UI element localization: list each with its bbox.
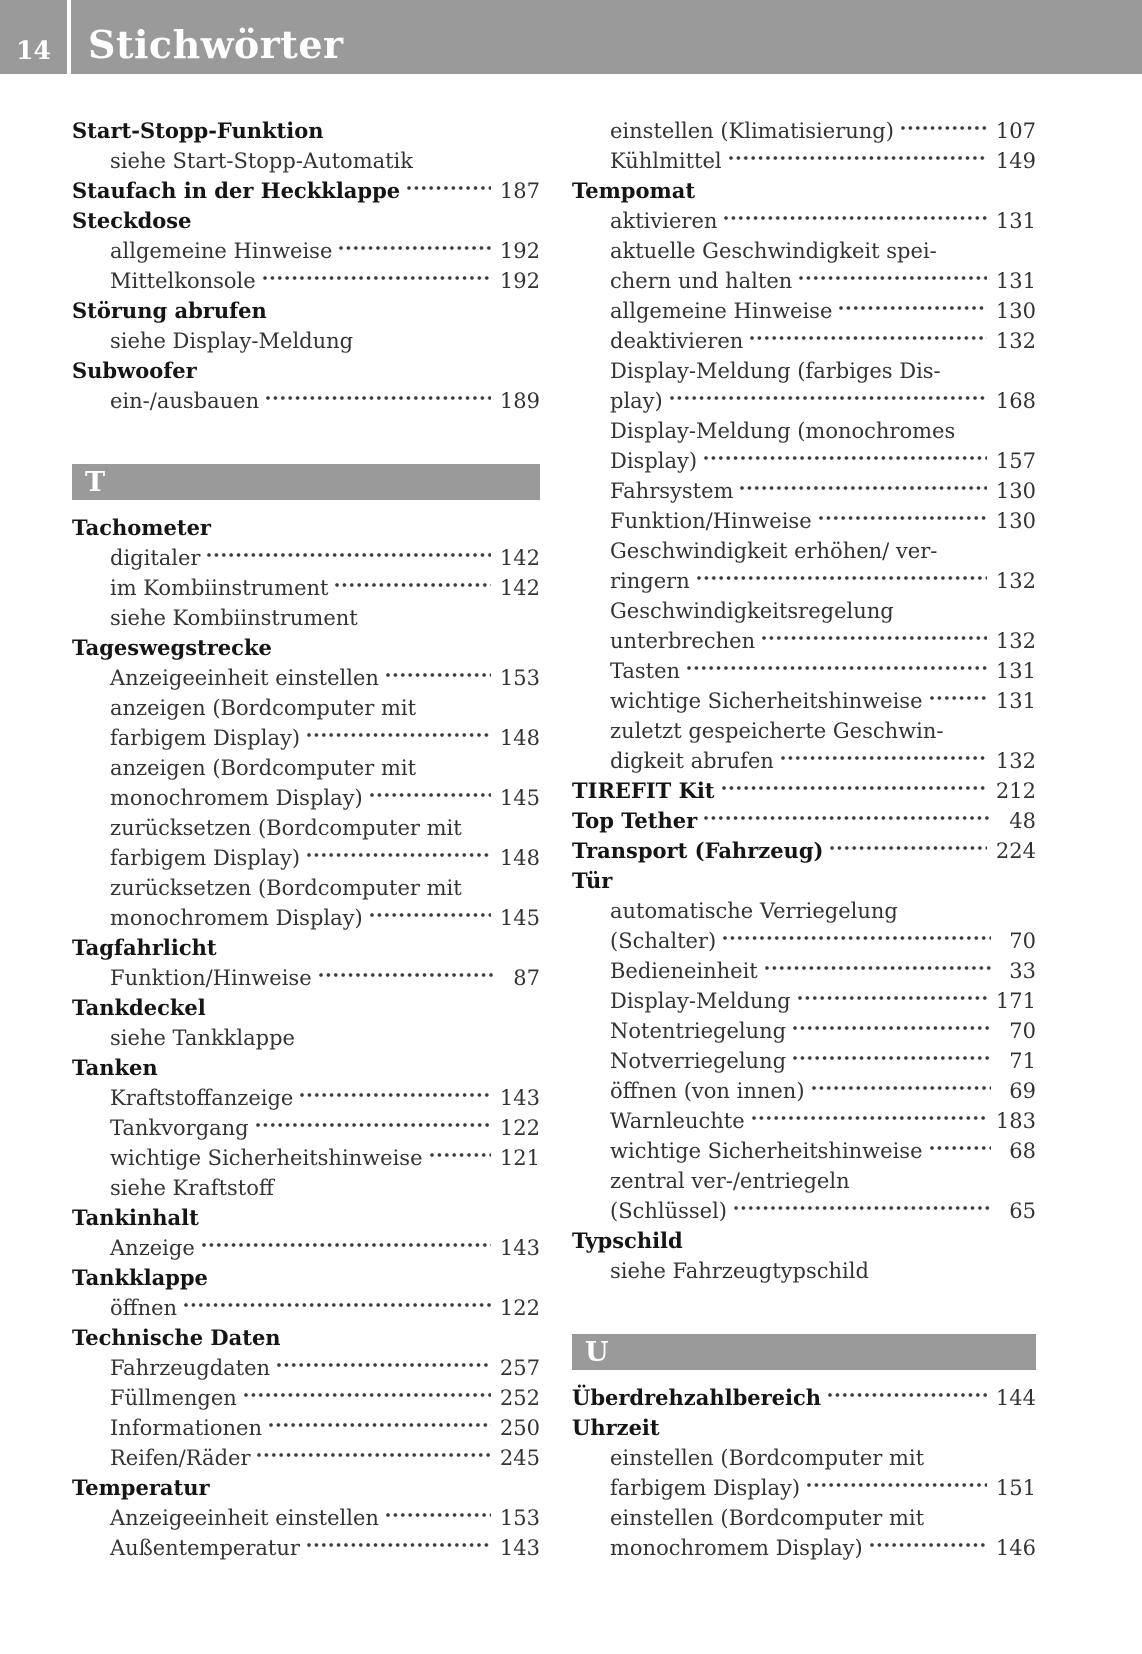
index-subentry bbox=[72, 1353, 540, 1383]
entry-label: siehe Start-Stopp-Automatik bbox=[110, 149, 414, 173]
page-number: 70 bbox=[1009, 1019, 1036, 1043]
entry-label: allgemeine Hinweise bbox=[610, 299, 833, 323]
entry-label: zurücksetzen (Bordcomputer mit bbox=[110, 876, 462, 900]
entry-label: Temperatur bbox=[72, 1475, 210, 1500]
entry-label: öffnen (von innen) bbox=[610, 1079, 805, 1103]
index-subentry bbox=[572, 296, 1036, 326]
index-column-right bbox=[572, 116, 1036, 1563]
entry-label: Tagfahrlicht bbox=[72, 935, 217, 960]
entry-label: (Schalter) bbox=[610, 929, 717, 953]
page-number: 148 bbox=[499, 726, 540, 750]
page-number: 187 bbox=[499, 179, 540, 203]
index-subentry bbox=[572, 116, 1036, 146]
index-term bbox=[72, 1263, 540, 1293]
index-subentry bbox=[72, 693, 540, 723]
index-subentry bbox=[572, 566, 1036, 596]
entry-label: aktivieren bbox=[610, 209, 718, 233]
index-subentry bbox=[572, 506, 1036, 536]
entry-label: einstellen (Bordcomputer mit bbox=[610, 1446, 925, 1470]
index-term bbox=[572, 1413, 1036, 1443]
index-subentry bbox=[72, 873, 540, 903]
page-number: 149 bbox=[995, 149, 1036, 173]
index-subentry bbox=[72, 1083, 540, 1113]
index-subentry bbox=[72, 663, 540, 693]
entry-label: öffnen bbox=[110, 1296, 178, 1320]
index-subentry bbox=[72, 1113, 540, 1143]
index-subentry bbox=[572, 146, 1036, 176]
entry-label: Funktion/Hinweise bbox=[610, 509, 812, 533]
page-number: 130 bbox=[995, 479, 1036, 503]
entry-label: farbigem Display) bbox=[110, 846, 301, 870]
index-subentry bbox=[72, 963, 540, 993]
index-subentry bbox=[572, 1136, 1036, 1166]
page-number: 121 bbox=[499, 1146, 540, 1170]
entry-label: digkeit abrufen bbox=[610, 749, 774, 773]
index-term bbox=[572, 1383, 1036, 1413]
entry-label: Display-Meldung (farbiges Dis- bbox=[610, 359, 941, 383]
index-subentry bbox=[572, 1196, 1036, 1226]
entry-label: Steckdose bbox=[72, 208, 192, 233]
page-number: 192 bbox=[499, 239, 540, 263]
index-subentry bbox=[572, 896, 1036, 926]
entry-label: anzeigen (Bordcomputer mit bbox=[110, 696, 417, 720]
entry-label: Uhrzeit bbox=[572, 1415, 660, 1440]
entry-label: Notentriegelung bbox=[610, 1019, 787, 1043]
section-letter: U bbox=[585, 1336, 609, 1368]
entry-label: farbigem Display) bbox=[110, 726, 301, 750]
entry-label: wichtige Sicherheitshinweise bbox=[610, 1139, 923, 1163]
index-term bbox=[72, 116, 540, 146]
index-subentry bbox=[72, 753, 540, 783]
index-subentry bbox=[72, 1413, 540, 1443]
entry-label: zuletzt gespeicherte Geschwin- bbox=[610, 719, 944, 743]
index-subentry bbox=[72, 1173, 540, 1203]
index-subentry bbox=[572, 266, 1036, 296]
entry-label: automatische Verriegelung bbox=[610, 899, 898, 923]
page-number: 143 bbox=[499, 1536, 540, 1560]
index-term bbox=[572, 806, 1036, 836]
index-subentry bbox=[72, 326, 540, 356]
index-subentry bbox=[572, 716, 1036, 746]
index-subentry bbox=[572, 446, 1036, 476]
entry-label: Geschwindigkeit erhöhen/ ver- bbox=[610, 539, 938, 563]
page-number: 132 bbox=[995, 629, 1036, 653]
entry-label: aktuelle Geschwindigkeit spei- bbox=[610, 239, 937, 263]
index-subentry bbox=[72, 1143, 540, 1173]
page-number: 132 bbox=[995, 569, 1036, 593]
index-term bbox=[72, 1053, 540, 1083]
entry-label: Tür bbox=[572, 868, 613, 893]
entry-label: siehe Kraftstoff bbox=[110, 1176, 274, 1200]
page-number: 168 bbox=[995, 389, 1036, 413]
entry-label: Tasten bbox=[610, 659, 681, 683]
index-term bbox=[72, 1323, 540, 1353]
index-term bbox=[72, 933, 540, 963]
index-subentry bbox=[572, 1016, 1036, 1046]
entry-label: einstellen (Klimatisierung) bbox=[610, 119, 894, 143]
index-subentry bbox=[572, 1256, 1036, 1286]
page-number: 142 bbox=[499, 576, 540, 600]
page-number: 183 bbox=[995, 1109, 1036, 1133]
entry-label: TIREFIT Kit bbox=[572, 778, 715, 803]
entry-label: im Kombiinstrument bbox=[110, 576, 329, 600]
entry-label: unterbrechen bbox=[610, 629, 756, 653]
entry-label: play) bbox=[610, 389, 663, 413]
entry-label: Tankdeckel bbox=[72, 995, 206, 1020]
index-term bbox=[72, 993, 540, 1023]
page-number: 146 bbox=[995, 1536, 1036, 1560]
index-subentry bbox=[572, 1443, 1036, 1473]
entry-label: anzeigen (Bordcomputer mit bbox=[110, 756, 417, 780]
index-term bbox=[572, 866, 1036, 896]
page-number: 245 bbox=[499, 1446, 540, 1470]
page-number: 143 bbox=[499, 1236, 540, 1260]
section-header-u bbox=[572, 1334, 1036, 1370]
index-term bbox=[572, 836, 1036, 866]
page-header bbox=[0, 0, 1142, 74]
entry-label: Warnleuchte bbox=[610, 1109, 745, 1133]
entry-label: Anzeigeeinheit einstellen bbox=[110, 666, 379, 690]
entry-label: Anzeigeeinheit einstellen bbox=[110, 1506, 379, 1530]
entry-label: Überdrehzahlbereich bbox=[572, 1385, 822, 1410]
entry-label: monochromem Display) bbox=[610, 1536, 863, 1560]
index-subentry bbox=[72, 1533, 540, 1563]
entry-label: chern und halten bbox=[610, 269, 793, 293]
entry-label: Tankvorgang bbox=[110, 1116, 249, 1140]
entry-label: Tankinhalt bbox=[72, 1205, 199, 1230]
entry-label: Display) bbox=[610, 449, 698, 473]
entry-label: wichtige Sicherheitshinweise bbox=[110, 1146, 423, 1170]
index-subentry bbox=[72, 1503, 540, 1533]
index-term bbox=[72, 356, 540, 386]
index-subentry bbox=[72, 843, 540, 873]
index-subentry bbox=[72, 236, 540, 266]
entry-label: farbigem Display) bbox=[610, 1476, 801, 1500]
page-number: 107 bbox=[995, 119, 1036, 143]
index-subentry bbox=[572, 1076, 1036, 1106]
index-term bbox=[72, 296, 540, 326]
index-subentry bbox=[572, 656, 1036, 686]
entry-label: ein-/ausbauen bbox=[110, 389, 260, 413]
page-number: 130 bbox=[995, 299, 1036, 323]
index-subentry bbox=[72, 1443, 540, 1473]
page-number: 122 bbox=[499, 1116, 540, 1140]
index-subentry bbox=[572, 476, 1036, 506]
page-number: 132 bbox=[995, 329, 1036, 353]
page-number: 153 bbox=[499, 666, 540, 690]
entry-label: zentral ver-/entriegeln bbox=[610, 1169, 850, 1193]
entry-label: einstellen (Bordcomputer mit bbox=[610, 1506, 925, 1530]
index-subentry bbox=[572, 1503, 1036, 1533]
index-term bbox=[72, 633, 540, 663]
index-subentry bbox=[72, 1383, 540, 1413]
index-term bbox=[72, 1473, 540, 1503]
index-subentry bbox=[72, 1023, 540, 1053]
entry-label: Kühlmittel bbox=[610, 149, 722, 173]
page-number: 145 bbox=[499, 906, 540, 930]
entry-label: Start-Stopp-Funktion bbox=[72, 118, 324, 143]
index-subentry bbox=[572, 416, 1036, 446]
entry-label: siehe Fahrzeugtypschild bbox=[610, 1259, 869, 1283]
entry-label: Geschwindigkeitsregelung bbox=[610, 599, 894, 623]
entry-label: Notverriegelung bbox=[610, 1049, 787, 1073]
page-number: 48 bbox=[1009, 809, 1036, 833]
index-subentry bbox=[572, 746, 1036, 776]
page-number: 257 bbox=[499, 1356, 540, 1380]
entry-label: siehe Tankklappe bbox=[110, 1026, 295, 1050]
entry-label: Mittelkonsole bbox=[110, 269, 256, 293]
page-number: 69 bbox=[1009, 1079, 1036, 1103]
page-number: 33 bbox=[1009, 959, 1036, 983]
index-subentry bbox=[72, 386, 540, 416]
index-subentry bbox=[572, 1106, 1036, 1136]
index-subentry bbox=[572, 686, 1036, 716]
entry-label: zurücksetzen (Bordcomputer mit bbox=[110, 816, 462, 840]
entry-label: Fahrsystem bbox=[610, 479, 734, 503]
page-number: 131 bbox=[995, 659, 1036, 683]
page-number: 71 bbox=[1009, 1049, 1036, 1073]
index-term bbox=[572, 1226, 1036, 1256]
entry-label: Füllmengen bbox=[110, 1386, 237, 1410]
section-header-t bbox=[72, 464, 540, 500]
page-number: 87 bbox=[513, 966, 540, 990]
index-subentry bbox=[572, 326, 1036, 356]
index-subentry bbox=[72, 1233, 540, 1263]
entry-label: Reifen/Räder bbox=[110, 1446, 251, 1470]
entry-label: allgemeine Hinweise bbox=[110, 239, 333, 263]
entry-label: Fahrzeugdaten bbox=[110, 1356, 271, 1380]
entry-label: Display-Meldung bbox=[610, 989, 791, 1013]
page-number: 171 bbox=[995, 989, 1036, 1013]
index-subentry bbox=[572, 986, 1036, 1016]
page-number: 250 bbox=[499, 1416, 540, 1440]
index-subentry bbox=[572, 596, 1036, 626]
entry-label: Tachometer bbox=[72, 515, 211, 540]
index-subentry bbox=[572, 626, 1036, 656]
page-number: 131 bbox=[995, 269, 1036, 293]
index-subentry bbox=[72, 903, 540, 933]
index-subentry bbox=[572, 536, 1036, 566]
entry-label: Display-Meldung (monochromes bbox=[610, 419, 956, 443]
index-subentry bbox=[72, 1293, 540, 1323]
entry-label: Funktion/Hinweise bbox=[110, 966, 312, 990]
page-number: 153 bbox=[499, 1506, 540, 1530]
page-number: 189 bbox=[499, 389, 540, 413]
entry-label: Bedieneinheit bbox=[610, 959, 758, 983]
index-column-left bbox=[72, 116, 540, 1563]
page-number: 122 bbox=[499, 1296, 540, 1320]
index-subentry bbox=[72, 783, 540, 813]
index-subentry bbox=[572, 926, 1036, 956]
page-number: 192 bbox=[499, 269, 540, 293]
entry-label: wichtige Sicherheitshinweise bbox=[610, 689, 923, 713]
entry-label: Subwoofer bbox=[72, 358, 197, 383]
entry-label: (Schlüssel) bbox=[610, 1199, 727, 1223]
page-number: 224 bbox=[995, 839, 1036, 863]
index-subentry bbox=[572, 1533, 1036, 1563]
page-number: 131 bbox=[995, 209, 1036, 233]
entry-label: siehe Display-Meldung bbox=[110, 329, 354, 353]
page-number: 68 bbox=[1009, 1139, 1036, 1163]
index-subentry bbox=[572, 1166, 1036, 1196]
page-number: 142 bbox=[499, 546, 540, 570]
entry-label: Tempomat bbox=[572, 178, 696, 203]
index-subentry bbox=[72, 146, 540, 176]
entry-label: Informationen bbox=[110, 1416, 262, 1440]
index-term bbox=[72, 1203, 540, 1233]
page-number: 157 bbox=[995, 449, 1036, 473]
entry-label: monochromem Display) bbox=[110, 906, 363, 930]
index-subentry bbox=[572, 386, 1036, 416]
page-number-badge: 14 bbox=[16, 36, 51, 65]
entry-label: monochromem Display) bbox=[110, 786, 363, 810]
page-number: 65 bbox=[1009, 1199, 1036, 1223]
index-subentry bbox=[72, 573, 540, 603]
index-subentry bbox=[572, 206, 1036, 236]
index-term bbox=[72, 513, 540, 543]
page-number: 143 bbox=[499, 1086, 540, 1110]
entry-label: Staufach in der Heckklappe bbox=[72, 178, 401, 203]
index-subentry bbox=[572, 236, 1036, 266]
entry-label: Tageswegstrecke bbox=[72, 635, 272, 660]
entry-label: Tankklappe bbox=[72, 1265, 208, 1290]
index-term bbox=[72, 206, 540, 236]
page-number: 131 bbox=[995, 689, 1036, 713]
index-term bbox=[572, 176, 1036, 206]
entry-label: ringern bbox=[610, 569, 690, 593]
index-subentry bbox=[72, 723, 540, 753]
entry-label: Störung abrufen bbox=[72, 298, 267, 323]
index-subentry bbox=[72, 603, 540, 633]
index-subentry bbox=[572, 1046, 1036, 1076]
section-letter: T bbox=[85, 466, 106, 498]
index-term bbox=[72, 176, 540, 206]
entry-label: Außentemperatur bbox=[110, 1536, 300, 1560]
index-subentry bbox=[72, 266, 540, 296]
page-number: 145 bbox=[499, 786, 540, 810]
entry-label: Transport (Fahrzeug) bbox=[572, 838, 824, 863]
index-subentry bbox=[72, 543, 540, 573]
page-number: 132 bbox=[995, 749, 1036, 773]
page-number: 148 bbox=[499, 846, 540, 870]
index-subentry bbox=[572, 356, 1036, 386]
page-number: 151 bbox=[995, 1476, 1036, 1500]
entry-label: digitaler bbox=[110, 546, 201, 570]
index-subentry bbox=[72, 813, 540, 843]
page-number: 70 bbox=[1009, 929, 1036, 953]
page-number: 130 bbox=[995, 509, 1036, 533]
index-subentry bbox=[572, 1473, 1036, 1503]
entry-label: Anzeige bbox=[110, 1236, 195, 1260]
entry-label: Top Tether bbox=[572, 808, 698, 833]
entry-label: Tanken bbox=[72, 1055, 158, 1080]
entry-label: deaktivieren bbox=[610, 329, 744, 353]
page-number: 144 bbox=[995, 1386, 1036, 1410]
page-number: 212 bbox=[995, 779, 1036, 803]
page-number: 252 bbox=[499, 1386, 540, 1410]
index-term bbox=[572, 776, 1036, 806]
page-title: Stichwörter bbox=[88, 22, 344, 67]
index-subentry bbox=[572, 956, 1036, 986]
entry-label: siehe Kombiinstrument bbox=[110, 606, 358, 630]
entry-label: Kraftstoffanzeige bbox=[110, 1086, 294, 1110]
entry-label: Technische Daten bbox=[72, 1325, 281, 1350]
entry-label: Typschild bbox=[572, 1228, 683, 1253]
